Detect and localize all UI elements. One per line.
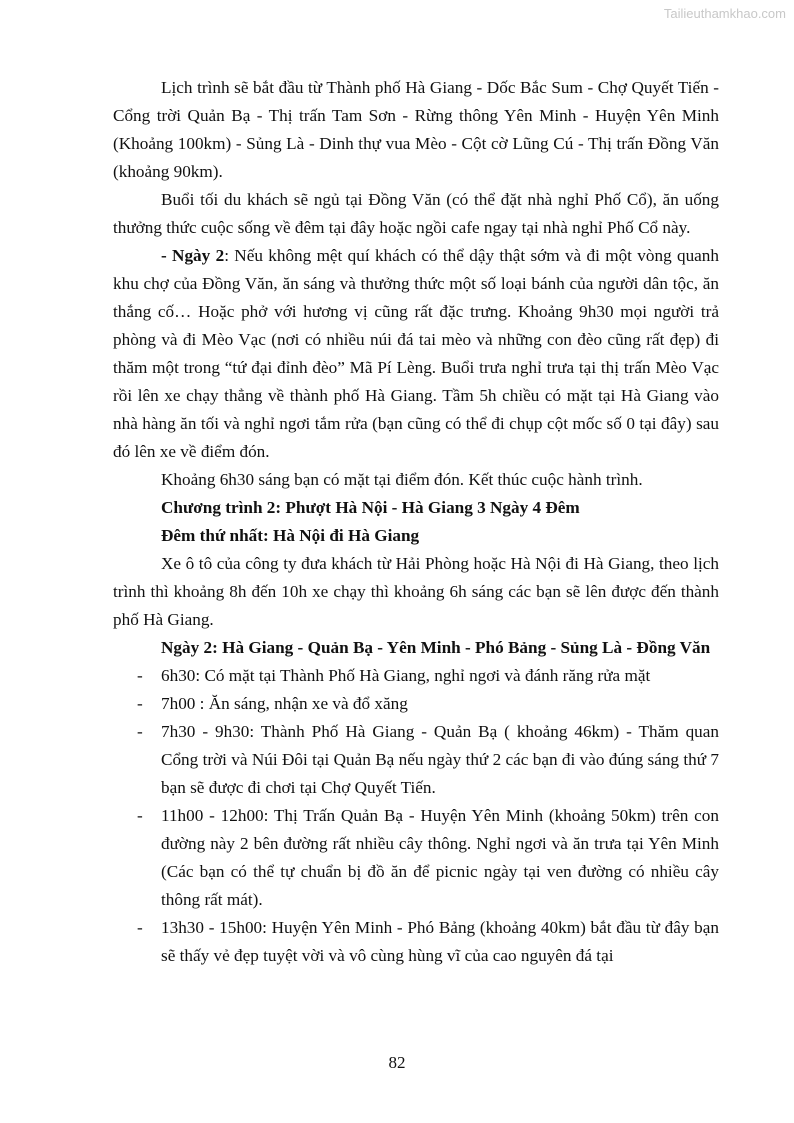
list-item-text: 7h30 - 9h30: Thành Phố Hà Giang - Quản Bạ ( khoảng 46km) - Thăm quan Cổng trời và Núi Đôi tại Quản Bạ nếu ngày thứ 2 các bạn đi vào đúng sáng thứ 7 bạn sẽ được đi chơi tại Chợ Quyết Tiến. xyxy=(161,722,719,797)
list-item xyxy=(113,914,719,970)
program2-title: Chương trình 2: Phượt Hà Nội - Hà Giang 3 Ngày 4 Đêm xyxy=(161,498,580,517)
day2-heading: Ngày 2: Hà Giang - Quản Bạ - Yên Minh - Phó Bảng - Sủng Là - Đồng Văn xyxy=(161,638,711,657)
schedule-list xyxy=(113,662,719,970)
bullet-dash: - xyxy=(137,694,143,713)
bullet-dash: - xyxy=(137,722,143,741)
list-item xyxy=(113,718,719,802)
list-item-text: 6h30: Có mặt tại Thành Phố Hà Giang, nghỉ ngơi và đánh răng rửa mặt xyxy=(161,666,651,685)
list-item xyxy=(113,802,719,914)
paragraph-itinerary: Lịch trình sẽ bắt đầu từ Thành phố Hà Giang - Dốc Bắc Sum - Chợ Quyết Tiến - Cổng trời Quản Bạ - Thị trấn Tam Sơn - Rừng thông Yên Minh - Huyện Yên Minh (Khoảng 100km) - Sủng Là - Dinh thự vua Mèo - Cột cờ Lũng Cú - Thị trấn Đồng Văn (khoảng 90km). xyxy=(113,78,719,181)
paragraph-night1: Xe ô tô của công ty đưa khách từ Hải Phòng hoặc Hà Nội đi Hà Giang, theo lịch trình thì khoảng 8h đến 10h xe chạy thì khoảng 6h sáng các bạn sẽ lên được đến thành phố Hà Giang. xyxy=(113,554,719,629)
day2-label: - Ngày 2 xyxy=(161,246,225,265)
night1-title: Đêm thứ nhất: Hà Nội đi Hà Giang xyxy=(161,526,420,545)
list-item-text: 11h00 - 12h00: Thị Trấn Quản Bạ - Huyện Yên Minh (khoảng 50km) trên con đường này 2 bên đường rất nhiều cây thông. Nghỉ ngơi và ăn trưa tại Yên Minh (Các bạn có thể tự chuẩn bị đồ ăn để picnic ngày tại ven đường có nhiều cây thông rất mát). xyxy=(161,806,719,909)
paragraph-day2 xyxy=(113,242,719,466)
paragraph-end: Khoảng 6h30 sáng bạn có mặt tại điểm đón. Kết thúc cuộc hành trình. xyxy=(161,470,643,489)
list-item xyxy=(113,662,719,690)
bullet-dash: - xyxy=(137,666,143,685)
bullet-dash: - xyxy=(137,806,143,825)
list-item-text: 7h00 : Ăn sáng, nhận xe và đổ xăng xyxy=(161,694,408,713)
day2-text: : Nếu không mệt quí khách có thể dậy thật sớm và đi một vòng quanh khu chợ của Đồng Văn, ăn sáng và thưởng thức một số loại bánh của người dân tộc, ăn thắng cố… Hoặc phở với hương vị cũng rất đặc trưng. Khoảng 9h30 mọi người trả phòng và đi Mèo Vạc (nơi có nhiều núi đá tai mèo và những con đèo cũng rất đẹp) đi thăm một trong “tứ đại đỉnh đèo” Mã Pí Lèng. Buổi trưa nghỉ trưa tại thị trấn Mèo Vạc rồi lên xe chạy thẳng về thành phố Hà Giang. Tầm 5h chiều có mặt tại Hà Giang vào nhà hàng ăn tối và nghỉ ngơi tắm rửa (bạn cũng có thể đi chụp cột mốc số 0 tại đây) sau đó lên xe về điểm đón. xyxy=(113,246,719,461)
page-number: 82 xyxy=(388,1053,406,1072)
document-body xyxy=(113,74,719,970)
bullet-dash: - xyxy=(137,918,143,937)
list-item xyxy=(113,690,719,718)
paragraph-evening: Buổi tối du khách sẽ ngủ tại Đồng Văn (có thể đặt nhà nghỉ Phố Cổ), ăn uống thưởng thức cuộc sống về đêm tại đây hoặc ngồi cafe ngay tại nhà nghỉ Phố Cổ này. xyxy=(113,190,719,237)
watermark: Tailieuthamkhao.com xyxy=(663,6,786,21)
list-item-text: 13h30 - 15h00: Huyện Yên Minh - Phó Bảng (khoảng 40km) bắt đầu từ đây bạn sẽ thấy vẻ đẹp tuyệt vời và vô cùng hùng vĩ của cao nguyên đá tại xyxy=(161,918,719,965)
